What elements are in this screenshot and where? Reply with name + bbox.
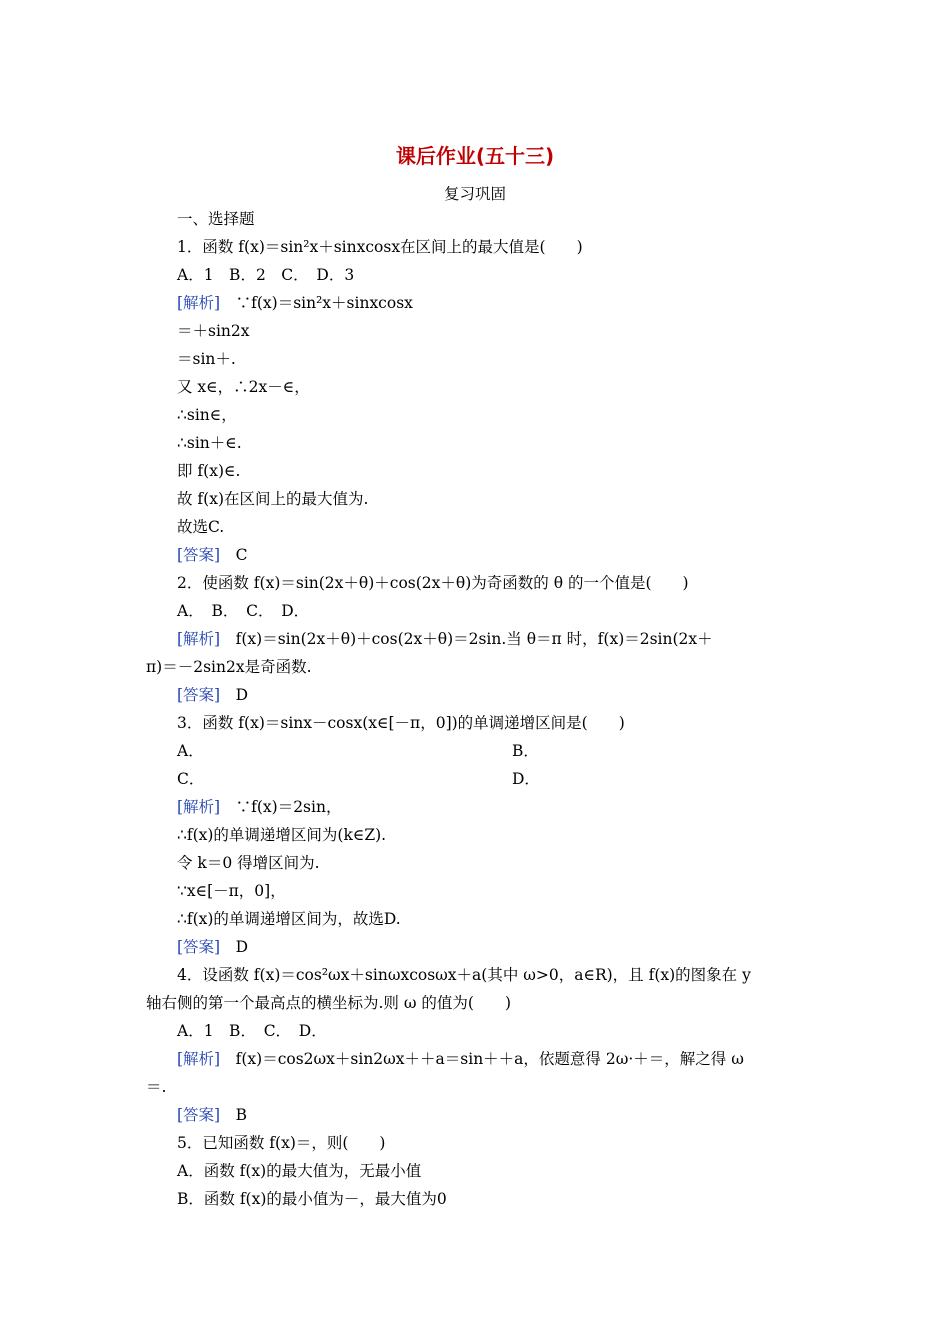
q3-option-c: C． — [177, 770, 205, 788]
q1-answer: [答案] C — [177, 546, 248, 564]
q1-analysis-line-2: ＝＋sin2x — [177, 322, 250, 340]
q4-stem-line-2: 轴右侧的第一个最高点的横坐标为.则 ω 的值为( ) — [146, 994, 512, 1012]
q2-analysis-line-2: π)＝－2sin2x是奇函数. — [146, 658, 312, 676]
analysis-label: [解析] — [177, 1050, 221, 1068]
q4-stem-line-1: 4．设函数 f(x)＝cos²ωx＋sinωxcosωx＋a(其中 ω>0，a∈R)，且 f(x)的图象在 y — [177, 966, 751, 984]
section-subtitle: 复习巩固 — [443, 185, 506, 203]
q4-options: A．1 B． C． D． — [177, 1022, 327, 1040]
q4-analysis-line-2: ＝. — [146, 1078, 167, 1096]
q4-answer: [答案] B — [177, 1106, 248, 1124]
answer-label: [答案] — [177, 546, 221, 564]
analysis-label: [解析] — [177, 630, 221, 648]
q1-analysis-line-3: ＝sin＋. — [177, 350, 236, 368]
q2-analysis-line-1: [解析] f(x)＝sin(2x＋θ)＋cos(2x＋θ)＝2sin.当 θ＝π 时，f(x)＝2sin(2x＋ — [177, 630, 713, 648]
q1-analysis-line-9: 故选C. — [177, 518, 225, 536]
analysis-label: [解析] — [177, 294, 221, 312]
q3-option-b: B． — [512, 742, 539, 760]
q2-options: A． B． C． D． — [177, 602, 310, 620]
q1-stem: 1．函数 f(x)＝sin²x＋sinxcosx在区间上的最大值是( ) — [177, 238, 583, 256]
answer-label: [答案] — [177, 686, 221, 704]
q3-analysis-line-3: 令 k＝0 得增区间为. — [177, 854, 320, 872]
q3-stem: 3．函数 f(x)＝sinx－cosx(x∈[－π，0])的单调递增区间是( ) — [177, 714, 625, 732]
q3-analysis-line-4: ∵x∈[－π，0]， — [177, 882, 286, 900]
q3-analysis-line-1: [解析] ∵f(x)＝2sin， — [177, 798, 342, 816]
analysis-label: [解析] — [177, 798, 221, 816]
q3-analysis-line-5: ∴f(x)的单调递增区间为，故选D. — [177, 910, 401, 928]
q1-options: A．1 B．2 C． D．3 — [177, 266, 355, 284]
answer-label: [答案] — [177, 938, 221, 956]
q1-analysis-line-7: 即 f(x)∈. — [177, 462, 241, 480]
q2-stem: 2．使函数 f(x)＝sin(2x＋θ)＋cos(2x＋θ)为奇函数的 θ 的一个值是( ) — [177, 574, 689, 592]
q3-option-d: D． — [512, 770, 540, 788]
q5-stem: 5．已知函数 f(x)＝，则( ) — [177, 1134, 386, 1152]
section-heading: 一、选择题 — [177, 210, 255, 228]
answer-label: [答案] — [177, 1106, 221, 1124]
q3-answer: [答案] D — [177, 938, 249, 956]
q3-option-a: A． — [177, 742, 204, 760]
q3-analysis-line-2: ∴f(x)的单调递增区间为(k∈Z). — [177, 826, 387, 844]
q1-analysis-line-1: [解析] ∵f(x)＝sin²x＋sinxcosx — [177, 294, 413, 312]
q4-analysis-line-1: [解析] f(x)＝cos2ωx＋sin2ωx＋＋a＝sin＋＋a，依题意得 2ω·＋＝，解之得 ω — [177, 1050, 744, 1068]
q5-option-a: A．函数 f(x)的最大值为，无最小值 — [177, 1162, 422, 1180]
q2-answer: [答案] D — [177, 686, 249, 704]
q1-analysis-line-5: ∴sin∈， — [177, 406, 237, 424]
q1-analysis-line-4: 又 x∈，∴2x－∈， — [177, 378, 310, 396]
page-title: 课后作业(五十三) — [395, 144, 555, 168]
q1-analysis-line-8: 故 f(x)在区间上的最大值为. — [177, 490, 369, 508]
q1-analysis-line-6: ∴sin＋∈. — [177, 434, 242, 452]
q5-option-b: B．函数 f(x)的最小值为－，最大值为0 — [177, 1190, 447, 1208]
